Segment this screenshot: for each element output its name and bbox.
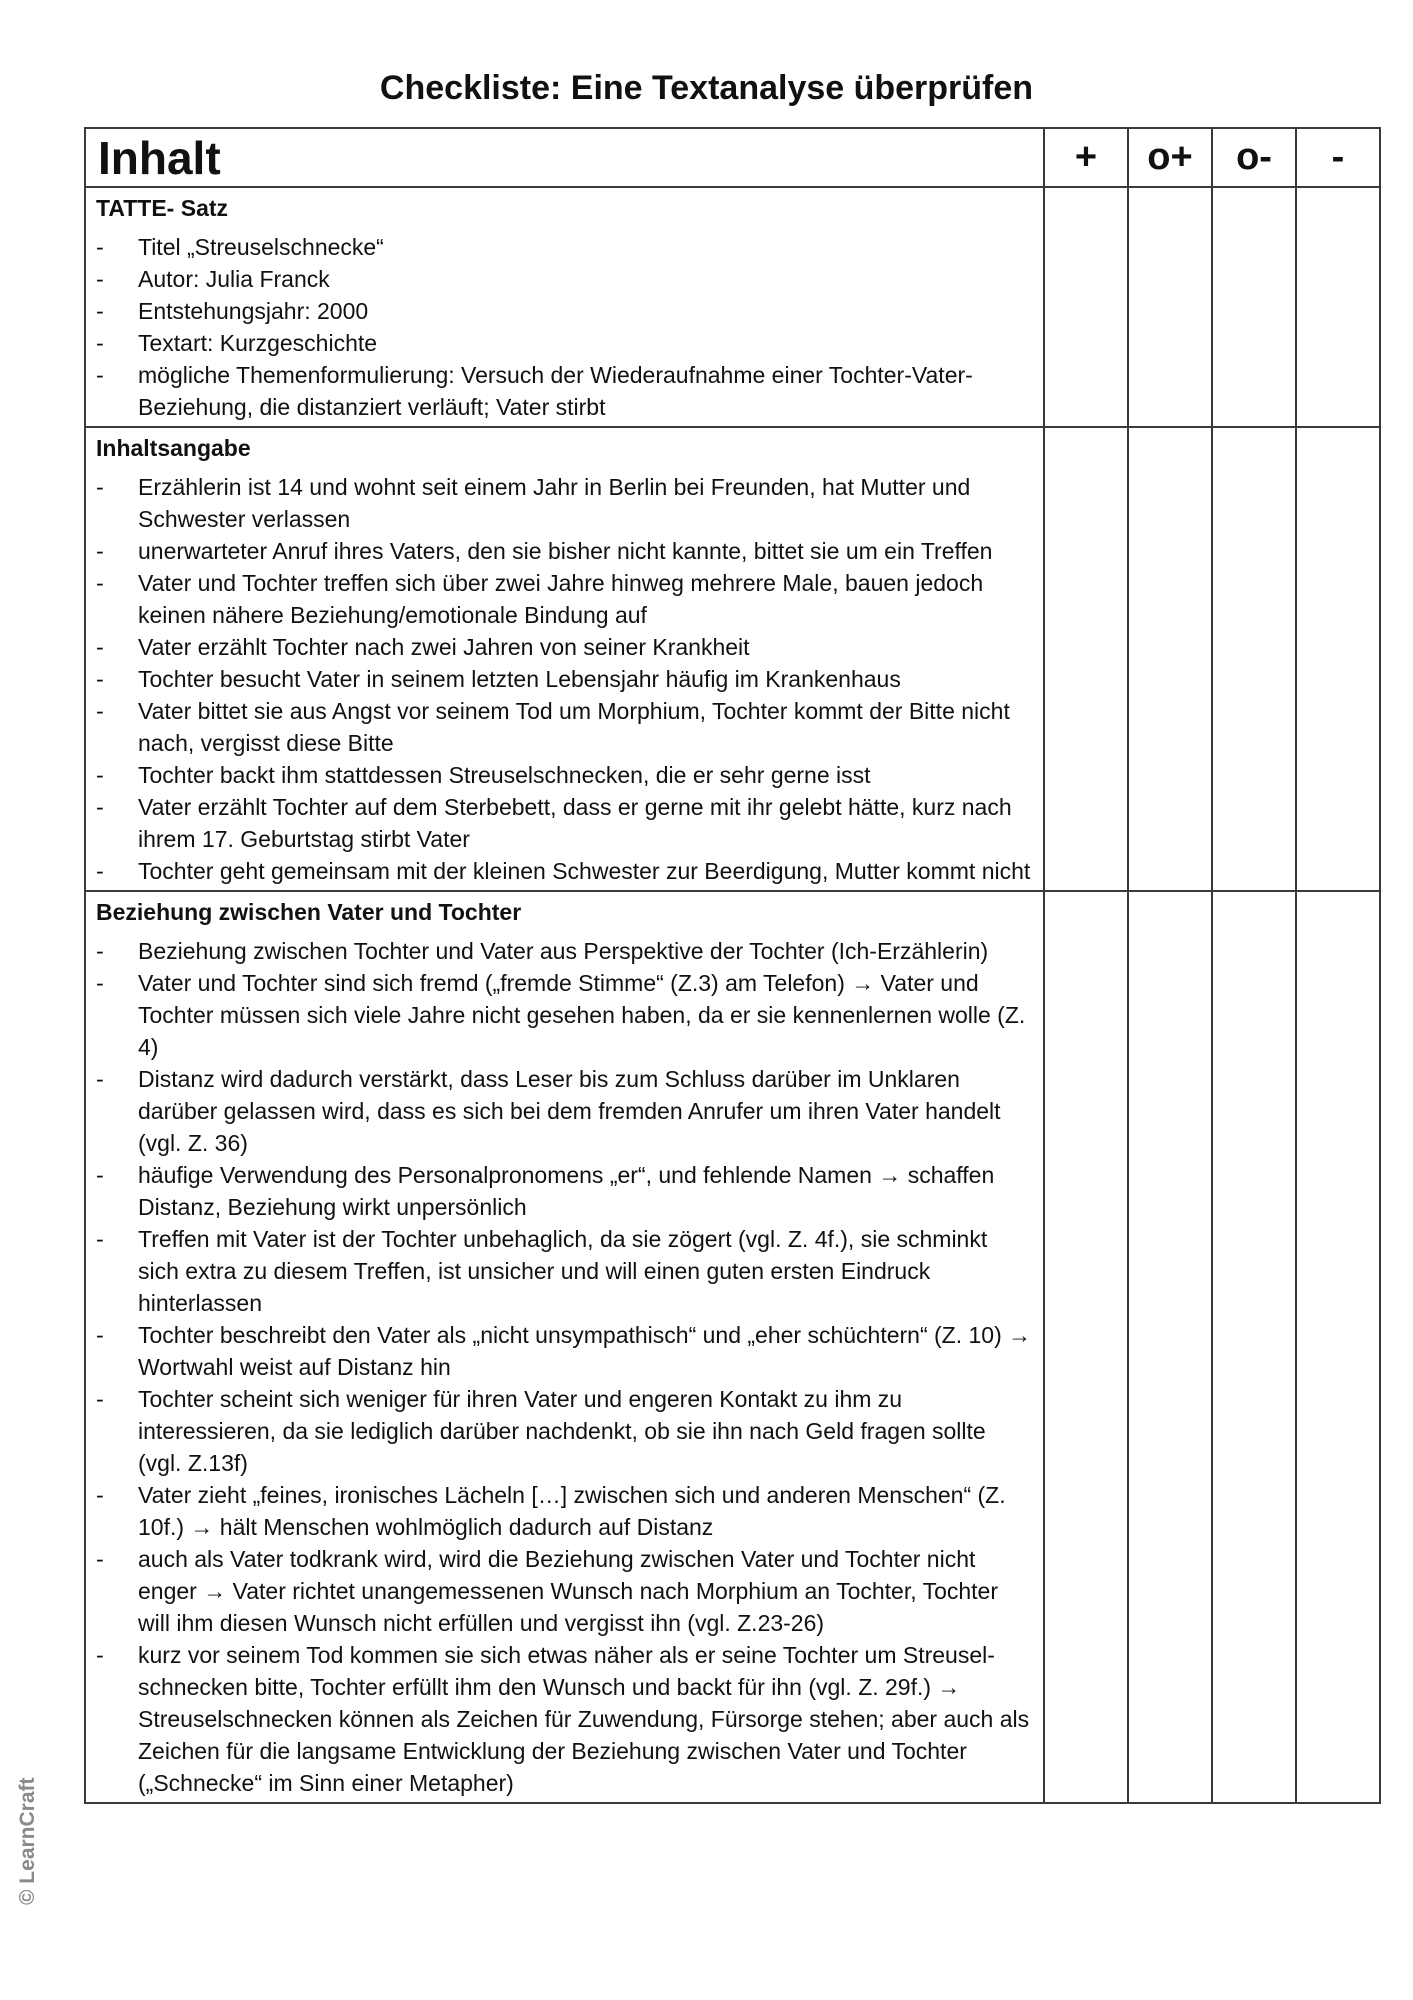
list-item: - häufige Verwendung des Personalpronomens „er“, und fehlende Namen → schaffen Distanz, Beziehung wirkt unpersönlich — [96, 1159, 1033, 1223]
list-item: - Tochter backt ihm stattdessen Streuselschnecken, die er sehr gerne isst — [96, 759, 1033, 791]
table-row — [85, 891, 1380, 1803]
rating-cell-o-plus[interactable] — [1128, 427, 1212, 891]
list-item: - auch als Vater todkrank wird, wird die Beziehung zwischen Vater und Tochter nicht enger → Vater richtet unangemessenen Wunsch nach Morphium an Tochter, Tochter will ihm diesen Wunsch nicht erfüllen und vergisst ihn (vgl. Z.23-26) — [96, 1543, 1033, 1639]
rating-cell-o-minus[interactable] — [1212, 187, 1296, 427]
list-item: - mögliche Themenformulierung: Versuch der Wiederaufnahme einer Tochter-Vater-Beziehung, die distanziert verläuft; Vater stirbt — [96, 359, 1033, 423]
list-item: - Tochter geht gemeinsam mit der kleinen Schwester zur Beerdigung, Mutter kommt nicht — [96, 855, 1033, 887]
list-item: - Vater zieht „feines, ironisches Lächeln […] zwischen sich und anderen Menschen“ (Z. 10f.) → hält Menschen wohlmöglich dadurch auf Distanz — [96, 1479, 1033, 1543]
section-heading: TATTE- Satz — [96, 195, 229, 221]
header-content-label: Inhalt — [85, 128, 1044, 187]
page-title: Checkliste: Eine Textanalyse überprüfen — [379, 69, 1034, 107]
header-rating-o-plus: o+ — [1128, 128, 1212, 187]
list-item: - Vater und Tochter sind sich fremd („fremde Stimme“ (Z.3) am Telefon) → Vater und Tochter müssen sich viele Jahre nicht gesehen haben, da er sie kennenlernen wolle (Z. 4) — [96, 967, 1033, 1063]
list-item: - Tochter beschreibt den Vater als „nicht unsympathisch“ und „eher schüchtern“ (Z. 10) → Wortwahl weist auf Distanz hin — [96, 1319, 1033, 1383]
list-item: - Vater erzählt Tochter nach zwei Jahren von seiner Krankheit — [96, 631, 1033, 663]
list-item: - Titel „Streuselschnecke“ — [96, 231, 1033, 263]
list-item: - Beziehung zwischen Tochter und Vater aus Perspektive der Tochter (Ich-Erzählerin) — [96, 935, 1033, 967]
rating-cell-o-plus[interactable] — [1128, 891, 1212, 1803]
list-item: - Vater erzählt Tochter auf dem Sterbebett, dass er gerne mit ihr gelebt hätte, kurz nach ihrem 17. Geburtstag stirbt Vater — [96, 791, 1033, 855]
section-heading: Beziehung zwischen Vater und Tochter — [96, 899, 522, 925]
checklist-table — [84, 127, 1381, 1804]
list-item: - Tochter scheint sich weniger für ihren Vater und engeren Kontakt zu ihm zu interessieren, da sie lediglich darüber nachdenkt, ob sie ihn nach Geld fragen sollte (vgl. Z.13f) — [96, 1383, 1033, 1479]
header-rating-plus: + — [1044, 128, 1128, 187]
list-item: - Autor: Julia Franck — [96, 263, 1033, 295]
bullet-list — [96, 471, 1033, 887]
rating-cell-minus[interactable] — [1296, 891, 1380, 1803]
header-rating-o-minus: o- — [1212, 128, 1296, 187]
list-item: - Vater und Tochter treffen sich über zwei Jahre hinweg mehrere Male, bauen jedoch keinen nähere Beziehung/emotionale Bindung auf — [96, 567, 1033, 631]
header-rating-minus: - — [1296, 128, 1380, 187]
table-row — [85, 187, 1380, 427]
section-inhaltsangabe — [85, 427, 1044, 891]
rating-cell-o-minus[interactable] — [1212, 891, 1296, 1803]
table-row — [85, 427, 1380, 891]
section-beziehung — [85, 891, 1044, 1803]
list-item: - unerwarteter Anruf ihres Vaters, den sie bisher nicht kannte, bittet sie um ein Treffen — [96, 535, 1033, 567]
list-item: - Tochter besucht Vater in seinem letzten Lebensjahr häufig im Krankenhaus — [96, 663, 1033, 695]
rating-cell-minus[interactable] — [1296, 427, 1380, 891]
list-item: - Distanz wird dadurch verstärkt, dass Leser bis zum Schluss darüber im Unklaren darüber gelassen wird, dass es sich bei dem fremden Anrufer um ihren Vater handelt (vgl. Z. 36) — [96, 1063, 1033, 1159]
section-tatte-satz — [85, 187, 1044, 427]
copyright-watermark: © LearnCraft — [16, 1777, 39, 1905]
bullet-list — [96, 231, 1033, 423]
list-item: - Erzählerin ist 14 und wohnt seit einem Jahr in Berlin bei Freunden, hat Mutter und Schwester verlassen — [96, 471, 1033, 535]
table-header-row — [85, 128, 1380, 187]
list-item: - kurz vor seinem Tod kommen sie sich etwas näher als er seine Tochter um Streusel-schnecken bitte, Tochter erfüllt ihm den Wunsch und backt für ihn (vgl. Z. 29f.) → Streuselschnecken können als Zeichen für Zuwendung, Fürsorge stehen; aber auch als Zeichen für die langsame Entwicklung der Beziehung zwischen Vater und Tochter („Schnecke“ im Sinn einer Metapher) — [96, 1639, 1033, 1799]
rating-cell-o-minus[interactable] — [1212, 427, 1296, 891]
list-item: - Vater bittet sie aus Angst vor seinem Tod um Morphium, Tochter kommt der Bitte nicht nach, vergisst diese Bitte — [96, 695, 1033, 759]
list-item: - Entstehungsjahr: 2000 — [96, 295, 1033, 327]
list-item: - Treffen mit Vater ist der Tochter unbehaglich, da sie zögert (vgl. Z. 4f.), sie schminkt sich extra zu diesem Treffen, ist unsicher und will einen guten ersten Eindruck hinterlassen — [96, 1223, 1033, 1319]
rating-cell-o-plus[interactable] — [1128, 187, 1212, 427]
list-item: - Textart: Kurzgeschichte — [96, 327, 1033, 359]
rating-cell-plus[interactable] — [1044, 891, 1128, 1803]
section-heading: Inhaltsangabe — [96, 435, 251, 461]
rating-cell-plus[interactable] — [1044, 427, 1128, 891]
bullet-list — [96, 935, 1033, 1799]
rating-cell-minus[interactable] — [1296, 187, 1380, 427]
rating-cell-plus[interactable] — [1044, 187, 1128, 427]
